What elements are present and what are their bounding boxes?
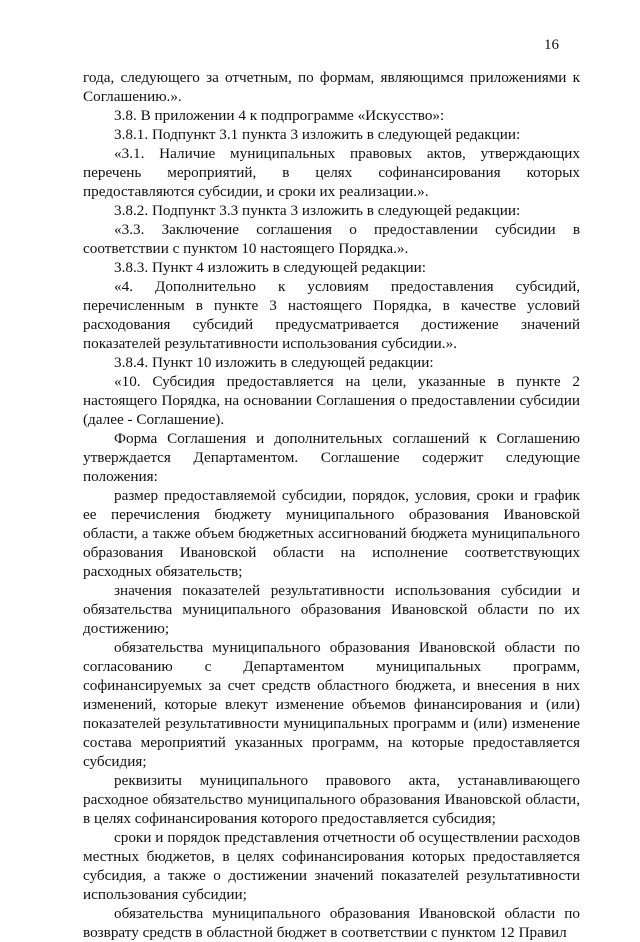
paragraph-provision-refund: обязательства муниципального образования Ивановской области по возврату средств в областной бюджет в соответствии с пунктом 12 Правил: [83, 905, 580, 941]
paragraph-quote-10: «10. Субсидия предоставляется на цели, указанные в пункте 2 настоящего Порядка, на основании Соглашения о предоставлении субсидии (далее - Соглашение).: [83, 373, 580, 428]
paragraph-continuation: года, следующего за отчетным, по формам, являющимся приложениями к Соглашению.».: [83, 69, 580, 105]
paragraph-provision-legal-act: реквизиты муниципального правового акта, устанавливающего расходное обязательство муниципального образования Ивановской области, в целях софинансирования которого предоставляется субсидия;: [83, 772, 580, 827]
paragraph-section-3-8-2: 3.8.2. Подпункт 3.3 пункта 3 изложить в следующей редакции:: [114, 202, 521, 219]
document-body: [83, 68, 580, 942]
paragraph-provision-reporting: сроки и порядок представления отчетности об осуществлении расходов местных бюджетов, в целях софинансирования которых предоставляется субсидия, а также о достижении значений показателей результативности использования субсидии;: [83, 829, 580, 903]
paragraph-section-3-8: 3.8. В приложении 4 к подпрограмме «Искусство»:: [114, 107, 445, 124]
page-number: 16: [544, 37, 559, 53]
paragraph-section-3-8-4: 3.8.4. Пункт 10 изложить в следующей редакции:: [114, 354, 434, 371]
paragraph-provision-programs: обязательства муниципального образования Ивановской области по согласованию с Департаментом муниципальных программ, софинансируемых за счет средств областного бюджета, и внесения в них изменений, которые влекут изменение объемов финансирования и (или) показателей результативности муниципальных программ и (или) изменение состава мероприятий указанных программ, на которые предоставляется субсидия;: [83, 639, 580, 770]
paragraph-quote-3-3: «3.3. Заключение соглашения о предоставлении субсидии в соответствии с пунктом 10 настоящего Порядка.».: [83, 221, 580, 257]
paragraph-agreement-form: Форма Соглашения и дополнительных соглашений к Соглашению утверждается Департаментом. Соглашение содержит следующие положения:: [83, 430, 580, 485]
paragraph-section-3-8-1: 3.8.1. Подпункт 3.1 пункта 3 изложить в следующей редакции:: [114, 126, 521, 143]
paragraph-provision-amount: размер предоставляемой субсидии, порядок, условия, сроки и график ее перечисления бюджету муниципального образования Ивановской области, а также объем бюджетных ассигнований бюджета муниципального образования Ивановской области на исполнение соответствующих расходных обязательств;: [83, 487, 580, 580]
paragraph-quote-4: «4. Дополнительно к условиям предоставления субсидий, перечисленным в пункте 3 настоящего Порядка, в качестве условий расходования субсидий предусматривается достижение значений показателей результативности использования субсидии.».: [83, 278, 580, 352]
paragraph-section-3-8-3: 3.8.3. Пункт 4 изложить в следующей редакции:: [114, 259, 427, 276]
paragraph-provision-indicators: значения показателей результативности использования субсидии и обязательства муниципального образования Ивановской области по их достижению;: [83, 582, 580, 637]
paragraph-quote-3-1: «3.1. Наличие муниципальных правовых актов, утверждающих перечень мероприятий, в целях софинансирования которых предоставляются субсидии, и сроки их реализации.».: [83, 145, 580, 200]
